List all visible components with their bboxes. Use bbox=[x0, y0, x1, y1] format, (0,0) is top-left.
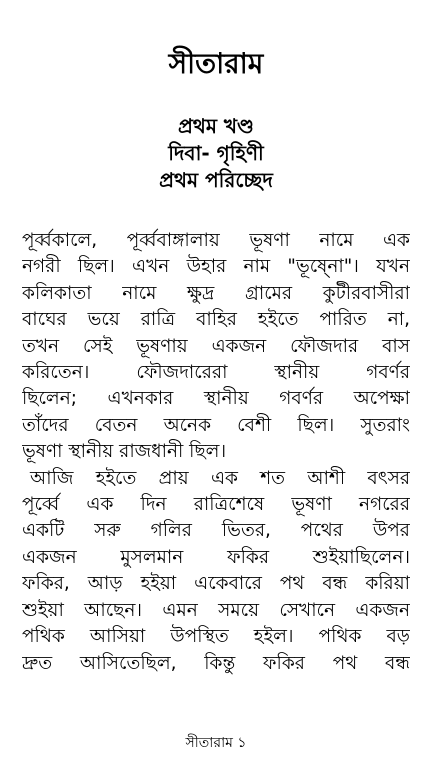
text-line: বাঘের ভয়ে রাত্রি বাহির হইতে পারিত না, bbox=[22, 309, 410, 331]
section-heading: দিবা- গৃহিণী bbox=[168, 141, 264, 165]
chapter-heading: প্রথম পরিচ্ছেদ bbox=[159, 168, 273, 192]
text-line: পূর্ব্বে এক দিন রাত্রিশেষে ভূষণা নগরের bbox=[22, 494, 410, 516]
book-title: সীতারাম bbox=[168, 47, 264, 80]
page-footer: সীতারাম ১ bbox=[185, 735, 247, 751]
text-line: দ্রুত আসিতেছিল, কিন্তু ফকির পথ বন্ধ bbox=[22, 652, 410, 674]
part-heading: প্রথম খণ্ড bbox=[177, 114, 255, 138]
text-line: কলিকাতা নামে ক্ষুদ্র গ্রামের কুটীরবাসীরা bbox=[22, 282, 410, 304]
body-text bbox=[22, 228, 410, 677]
text-line: করিতেন। ফৌজদারেরা স্থানীয় গবর্ণর bbox=[22, 362, 410, 384]
paragraph-2 bbox=[22, 466, 410, 677]
text-line: একটি সরু গলির ভিতর, পথের উপর bbox=[22, 520, 410, 542]
text-line: আজি হইতে প্রায় এক শত আশী বৎসর bbox=[30, 467, 410, 489]
chapter-headings bbox=[0, 113, 432, 194]
text-line: তাঁদের বেতন অনেক বেশী ছিল। সুতরাং bbox=[22, 414, 410, 436]
text-line: পথিক আসিয়া উপস্থিত হইল। পথিক বড় bbox=[22, 626, 410, 648]
text-line: ভূষণা স্থানীয় রাজধানী ছিল। bbox=[22, 441, 227, 463]
text-line: ছিলেন; এখনকার স্থানীয় গবর্ণর অপেক্ষা bbox=[22, 388, 410, 410]
text-line: তখন সেই ভূষণায় একজন ফৌজদার বাস bbox=[22, 335, 410, 357]
text-line: পূর্ব্বকালে, পূর্ব্ববাঙ্গালায় ভূষণা নামে এক bbox=[22, 230, 410, 251]
text-line: শুইয়া আছেন। এমন সময়ে সেখানে একজন bbox=[22, 599, 410, 621]
text-line: একজন মুসলমান ফকির শুইয়াছিলেন। bbox=[22, 546, 410, 568]
paragraph-1 bbox=[22, 228, 410, 466]
text-line: নগরী ছিল। এখন উহার নাম "ভূষ্নো"। যখন bbox=[22, 256, 410, 278]
text-line: ফকির, আড় হইয়া একেবারে পথ বন্ধ করিয়া bbox=[22, 573, 410, 595]
